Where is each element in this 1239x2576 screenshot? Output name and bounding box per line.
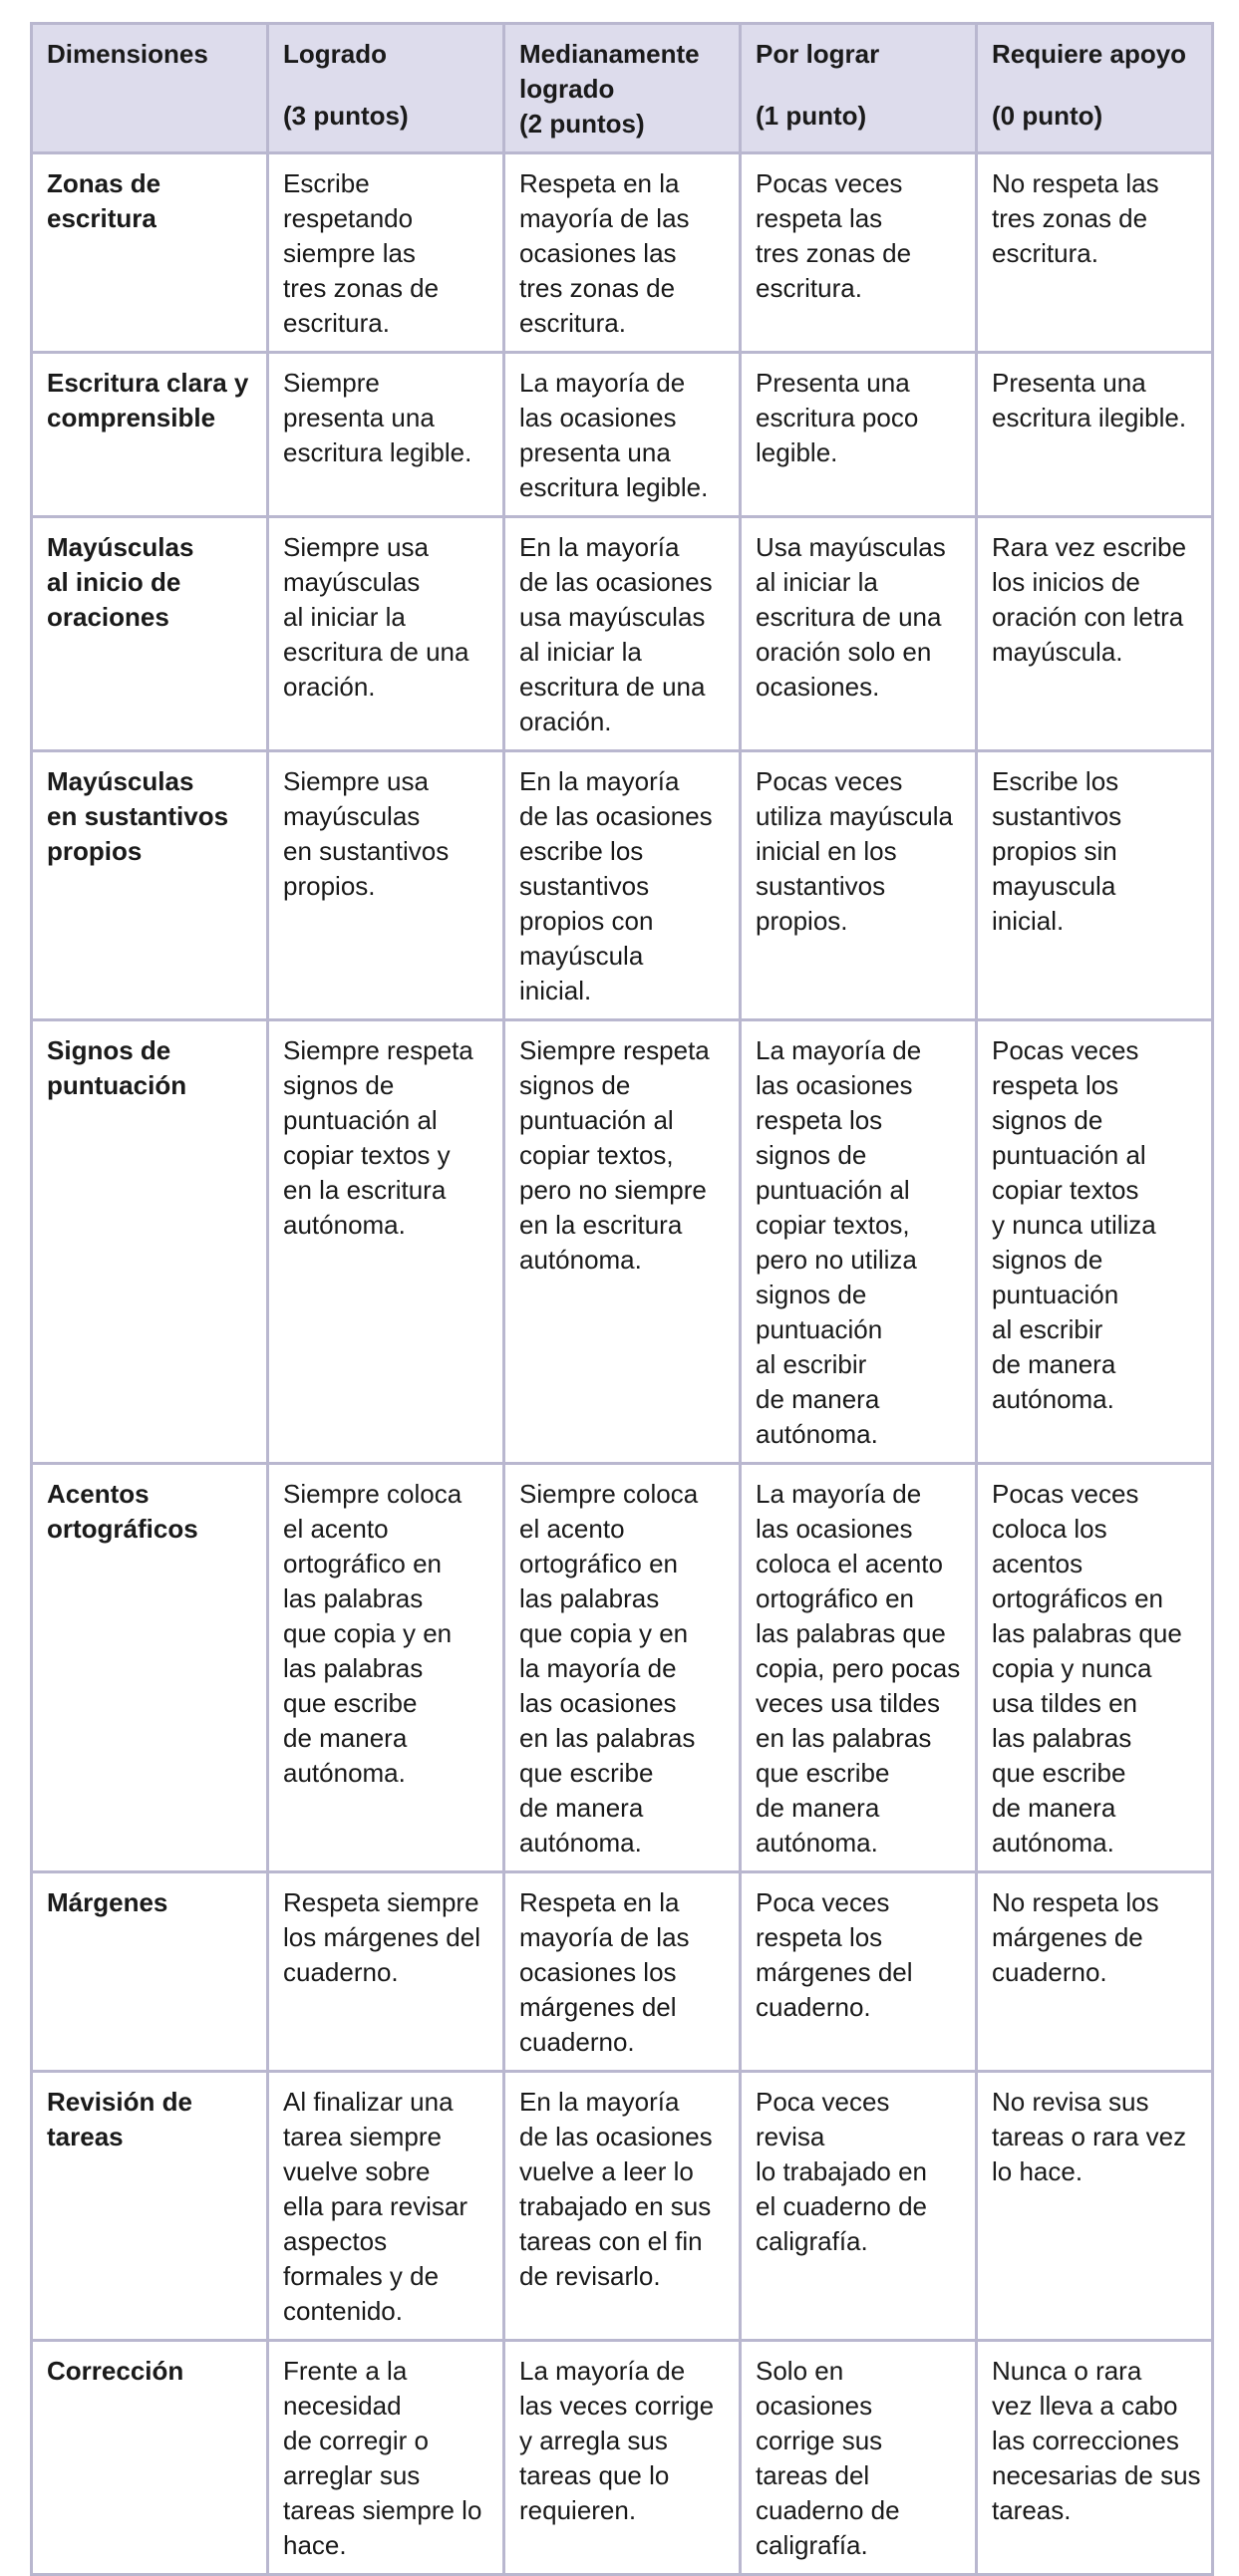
criteria-text: Rara vez escribe los inicios de oración con letra mayúscula. xyxy=(992,532,1187,667)
table-row xyxy=(32,2341,1213,2575)
rubric-header xyxy=(32,24,1213,153)
criteria-text: Frente a la necesidad de corregir o arreglar sus tareas siempre lo hace. xyxy=(283,2356,482,2560)
criteria-cell xyxy=(741,1464,977,1872)
criteria-text: Respeta en la mayoría de las ocasiones las tres zonas de escritura. xyxy=(519,168,690,338)
criteria-cell xyxy=(741,2072,977,2341)
dimension-cell xyxy=(32,353,268,517)
dimension-label: Acentos ortográficos xyxy=(47,1479,198,1544)
dimension-cell xyxy=(32,1020,268,1464)
criteria-cell xyxy=(741,1872,977,2072)
criteria-text: Pocas veces respeta las tres zonas de escritura. xyxy=(756,168,912,303)
table-row xyxy=(32,751,1213,1020)
dimension-cell xyxy=(32,2341,268,2575)
criteria-text: La mayoría de las ocasiones coloca el acento ortográfico en las palabras que copia, pero pocas veces usa tildes en las palabras que escribe de manera autónoma. xyxy=(756,1479,961,1858)
criteria-text: En la mayoría de las ocasiones vuelve a leer lo trabajado en sus tareas con el fin de revisarlo. xyxy=(519,2087,713,2291)
criteria-text: Escribe respetando siempre las tres zonas de escritura. xyxy=(283,168,440,338)
rubric-table xyxy=(30,22,1214,2576)
criteria-text: Siempre usa mayúsculas al iniciar la escritura de una oración. xyxy=(283,532,469,702)
header-spacer xyxy=(992,72,1201,99)
criteria-text: Siempre usa mayúsculas en sustantivos propios. xyxy=(283,766,450,901)
header-spacer xyxy=(756,72,965,99)
criteria-text: Pocas veces respeta los signos de puntuación al copiar textos y nunca utiliza signos de puntuación al escribir de manera autónoma. xyxy=(992,1035,1156,1414)
criteria-cell xyxy=(268,2341,504,2575)
criteria-cell xyxy=(504,2341,741,2575)
criteria-cell xyxy=(977,153,1213,353)
criteria-text: En la mayoría de las ocasiones usa mayúsculas al iniciar la escritura de una oración. xyxy=(519,532,713,736)
header-level-label: Medianamente logrado xyxy=(519,39,700,104)
criteria-cell xyxy=(741,2341,977,2575)
criteria-cell xyxy=(741,751,977,1020)
header-level-points: (3 puntos) xyxy=(283,101,409,131)
table-row xyxy=(32,1464,1213,1872)
rubric-body xyxy=(32,153,1213,2575)
criteria-cell xyxy=(268,751,504,1020)
criteria-cell xyxy=(268,1872,504,2072)
header-dimension-label: Dimensiones xyxy=(47,39,208,69)
criteria-cell xyxy=(504,2072,741,2341)
criteria-cell xyxy=(741,153,977,353)
criteria-text: No revisa sus tareas o rara vez lo hace. xyxy=(992,2087,1187,2186)
criteria-cell xyxy=(504,153,741,353)
header-level-label: Requiere apoyo xyxy=(992,39,1187,69)
criteria-cell xyxy=(504,517,741,751)
table-row xyxy=(32,1020,1213,1464)
criteria-text: La mayoría de las ocasiones respeta los signos de puntuación al copiar textos, pero no utiliza signos de puntuación al escribir de manera autónoma. xyxy=(756,1035,922,1449)
criteria-cell xyxy=(504,353,741,517)
header-dimension xyxy=(32,24,268,153)
dimension-label: Márgenes xyxy=(47,1887,168,1917)
header-level-points: (1 punto) xyxy=(756,101,867,131)
criteria-text: Escribe los sustantivos propios sin mayuscula inicial. xyxy=(992,766,1122,936)
header-level-label: Por lograr xyxy=(756,39,880,69)
criteria-cell xyxy=(268,1464,504,1872)
dimension-cell xyxy=(32,751,268,1020)
criteria-cell xyxy=(268,153,504,353)
criteria-text: En la mayoría de las ocasiones escribe los sustantivos propios con mayúscula inicial. xyxy=(519,766,713,1005)
table-row xyxy=(32,353,1213,517)
criteria-cell xyxy=(741,353,977,517)
table-row xyxy=(32,1872,1213,2072)
table-row xyxy=(32,517,1213,751)
criteria-cell xyxy=(741,1020,977,1464)
criteria-cell xyxy=(977,2341,1213,2575)
dimension-cell xyxy=(32,2072,268,2341)
criteria-cell xyxy=(977,1020,1213,1464)
criteria-cell xyxy=(977,751,1213,1020)
dimension-label: Mayúsculas en sustantivos propios xyxy=(47,766,229,866)
header-level-logrado xyxy=(268,24,504,153)
criteria-text: Respeta en la mayoría de las ocasiones los márgenes del cuaderno. xyxy=(519,1887,690,2057)
dimension-label: Mayúsculas al inicio de oraciones xyxy=(47,532,194,632)
criteria-text: Siempre coloca el acento ortográfico en las palabras que copia y en las palabras que escribe de manera autónoma. xyxy=(283,1479,463,1788)
criteria-text: Presenta una escritura ilegible. xyxy=(992,368,1187,432)
criteria-text: Nunca o rara vez lleva a cabo las correcciones necesarias de sus tareas. xyxy=(992,2356,1201,2525)
criteria-cell xyxy=(268,353,504,517)
criteria-text: Siempre respeta signos de puntuación al copiar textos, pero no siempre en la escritura autónoma. xyxy=(519,1035,710,1275)
dimension-label: Corrección xyxy=(47,2356,184,2386)
header-level-label: Logrado xyxy=(283,39,387,69)
criteria-text: No respeta los márgenes de cuaderno. xyxy=(992,1887,1159,1987)
criteria-text: No respeta las tres zonas de escritura. xyxy=(992,168,1159,268)
criteria-cell xyxy=(741,517,977,751)
table-row xyxy=(32,153,1213,353)
criteria-cell xyxy=(504,751,741,1020)
header-level-points: (0 punto) xyxy=(992,101,1103,131)
header-level-points: (2 puntos) xyxy=(519,109,645,139)
criteria-text: Pocas veces coloca los acentos ortográficos en las palabras que copia y nunca usa tildes en las palabras que escribe de manera autónoma. xyxy=(992,1479,1182,1858)
criteria-cell xyxy=(504,1464,741,1872)
criteria-text: Poca veces respeta los márgenes del cuaderno. xyxy=(756,1887,913,2022)
criteria-cell xyxy=(977,353,1213,517)
criteria-text: Usa mayúsculas al iniciar la escritura de una oración solo en ocasiones. xyxy=(756,532,946,702)
criteria-cell xyxy=(977,1464,1213,1872)
dimension-label: Revisión de tareas xyxy=(47,2087,192,2151)
dimension-cell xyxy=(32,153,268,353)
criteria-text: Al finalizar una tarea siempre vuelve sobre ella para revisar aspectos formales y de contenido. xyxy=(283,2087,467,2326)
criteria-text: Siempre presenta una escritura legible. xyxy=(283,368,472,467)
criteria-cell xyxy=(268,517,504,751)
criteria-text: Poca veces revisa lo trabajado en el cuaderno de caligrafía. xyxy=(756,2087,928,2256)
dimension-label: Zonas de escritura xyxy=(47,168,161,233)
header-row xyxy=(32,24,1213,153)
criteria-text: La mayoría de las ocasiones presenta una escritura legible. xyxy=(519,368,709,502)
criteria-text: La mayoría de las veces corrige y arregla sus tareas que lo requieren. xyxy=(519,2356,715,2525)
header-level-requiere-apoyo xyxy=(977,24,1213,153)
criteria-cell xyxy=(268,1020,504,1464)
criteria-cell xyxy=(504,1020,741,1464)
criteria-text: Siempre respeta signos de puntuación al copiar textos y en la escritura autónoma. xyxy=(283,1035,473,1240)
criteria-text: Presenta una escritura poco legible. xyxy=(756,368,919,467)
dimension-label: Escritura clara y comprensible xyxy=(47,368,249,432)
table-row xyxy=(32,2072,1213,2341)
dimension-cell xyxy=(32,1464,268,1872)
header-spacer xyxy=(283,72,492,99)
header-level-medianamente-logrado xyxy=(504,24,741,153)
dimension-cell xyxy=(32,517,268,751)
criteria-text: Solo en ocasiones corrige sus tareas del cuaderno de caligrafía. xyxy=(756,2356,900,2560)
criteria-cell xyxy=(504,1872,741,2072)
rubric-container xyxy=(30,22,1211,2576)
criteria-cell xyxy=(977,517,1213,751)
criteria-text: Siempre coloca el acento ortográfico en las palabras que copia y en la mayoría de las ocasiones en las palabras que escribe de manera autónoma. xyxy=(519,1479,699,1858)
criteria-text: Pocas veces utiliza mayúscula inicial en los sustantivos propios. xyxy=(756,766,953,936)
criteria-cell xyxy=(268,2072,504,2341)
dimension-label: Signos de puntuación xyxy=(47,1035,187,1100)
dimension-cell xyxy=(32,1872,268,2072)
criteria-cell xyxy=(977,2072,1213,2341)
header-level-por-lograr xyxy=(741,24,977,153)
criteria-cell xyxy=(977,1872,1213,2072)
criteria-text: Respeta siempre los márgenes del cuaderno. xyxy=(283,1887,480,1987)
